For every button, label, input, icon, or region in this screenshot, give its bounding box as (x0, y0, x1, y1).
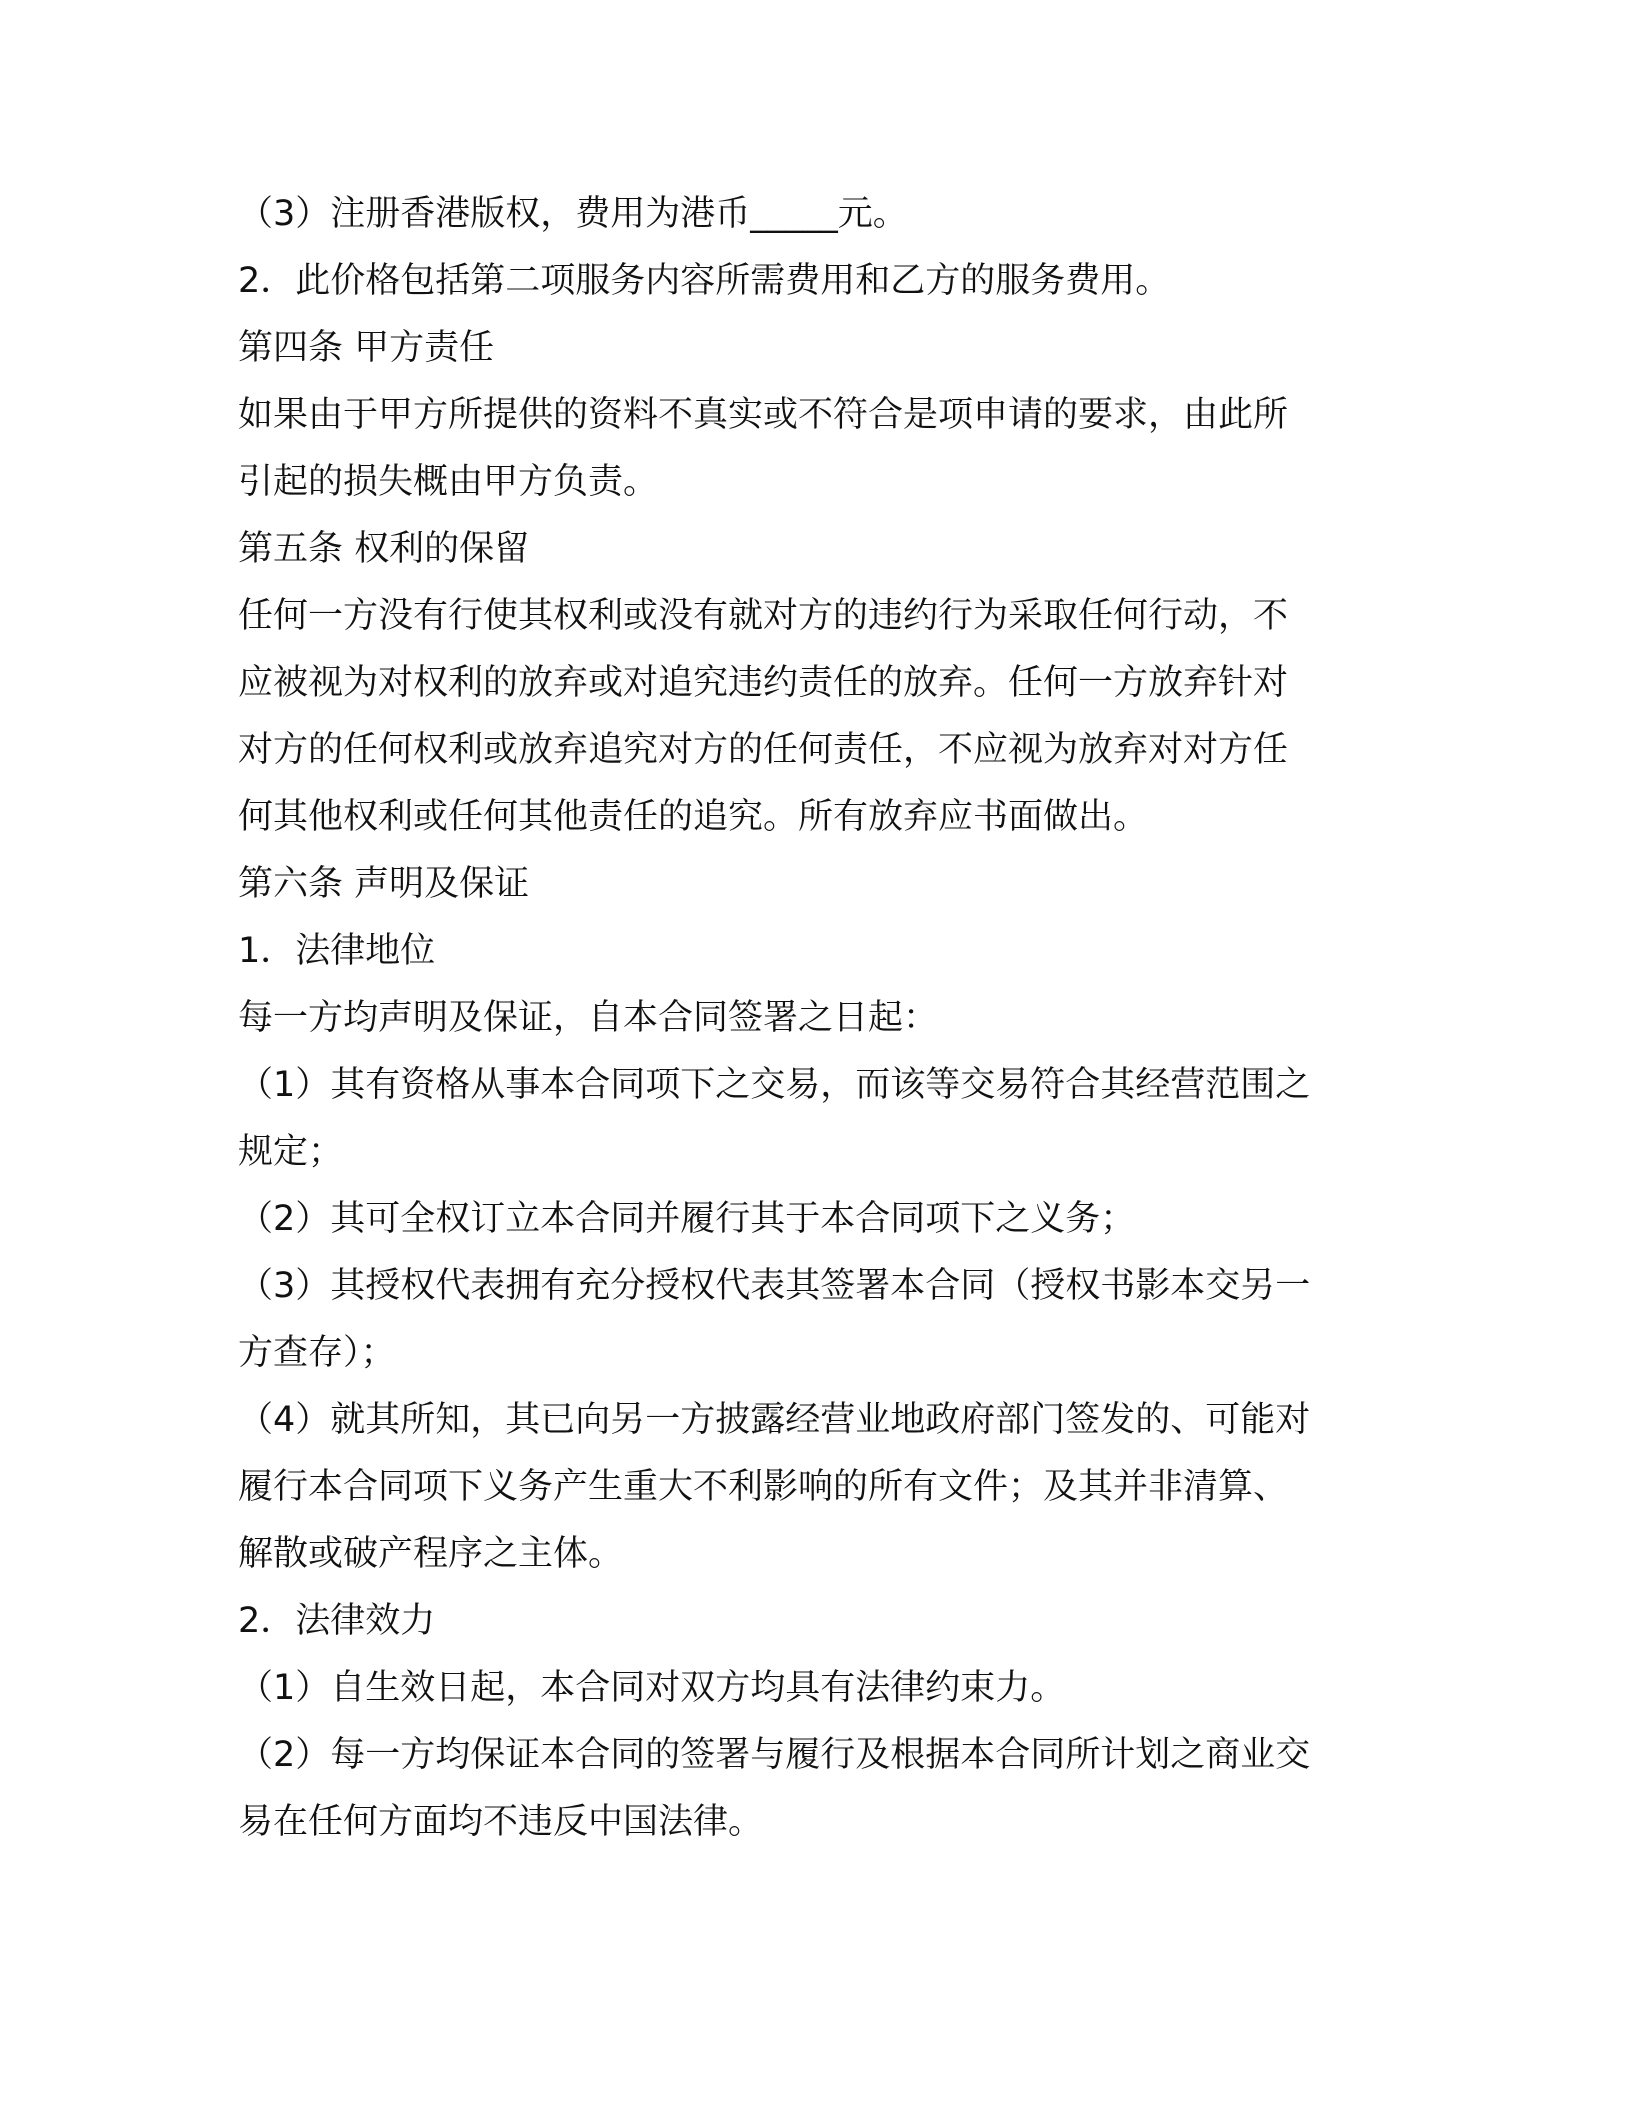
list-item-1: （1）自生效日起，本合同对双方均具有法律约束力。 (238, 1668, 1066, 1708)
text-line: 何其他权利或任何其他责任的追究。所有放弃应书面做出。 (238, 797, 1149, 837)
subheading-legal-effect: 2．法律效力 (238, 1601, 436, 1641)
heading-article-4: 第四条 甲方责任 (238, 328, 495, 368)
text-line: 对方的任何权利或放弃追究对方的任何责任，不应视为放弃对对方任 (238, 730, 1289, 770)
list-item-1: （1）其有资格从事本合同项下之交易，而该等交易符合其经营范围之 (238, 1065, 1311, 1105)
text-line-fee-hk: （3）注册香港版权，费用为港币_____元。 (238, 194, 908, 234)
list-item-4-cont: 履行本合同项下义务产生重大不利影响的所有文件；及其并非清算、 (238, 1467, 1289, 1507)
heading-article-5: 第五条 权利的保留 (238, 529, 530, 569)
document-body (238, 181, 1418, 1856)
subheading-legal-status: 1．法律地位 (238, 931, 436, 971)
text-line: 每一方均声明及保证，自本合同签署之日起： (238, 998, 939, 1038)
list-item-3-cont: 方查存）； (238, 1333, 396, 1373)
list-item-2-cont: 易在任何方面均不违反中国法律。 (238, 1802, 764, 1842)
text-line-price-note: 2．此价格包括第二项服务内容所需费用和乙方的服务费用。 (238, 261, 1171, 301)
text-line: 应被视为对权利的放弃或对追究违约责任的放弃。任何一方放弃针对 (238, 663, 1289, 703)
list-item-1-cont: 规定； (238, 1132, 344, 1172)
list-item-2: （2）每一方均保证本合同的签署与履行及根据本合同所计划之商业交 (238, 1735, 1311, 1775)
text-line: 如果由于甲方所提供的资料不真实或不符合是项申请的要求，由此所 (238, 395, 1289, 435)
list-item-2: （2）其可全权订立本合同并履行其于本合同项下之义务； (238, 1199, 1136, 1239)
list-item-3: （3）其授权代表拥有充分授权代表其签署本合同（授权书影本交另一 (238, 1266, 1311, 1306)
text-line: 引起的损失概由甲方负责。 (238, 462, 659, 502)
text-line: 任何一方没有行使其权利或没有就对方的违约行为采取任何行动，不 (238, 596, 1289, 636)
list-item-4-cont: 解散或破产程序之主体。 (238, 1534, 624, 1574)
list-item-4: （4）就其所知，其已向另一方披露经营业地政府部门签发的、可能对 (238, 1400, 1311, 1440)
heading-article-6: 第六条 声明及保证 (238, 864, 530, 904)
